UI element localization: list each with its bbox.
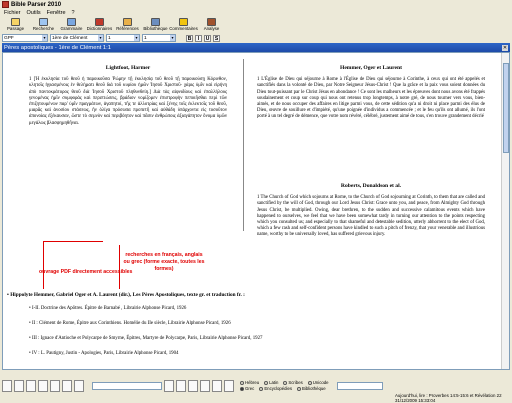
main-toolbar bbox=[0, 17, 512, 33]
verse-select[interactable]: 1 ▾ bbox=[142, 34, 176, 42]
option-bibliotheque[interactable]: Bibliothèque bbox=[297, 386, 326, 391]
passage-icon bbox=[11, 18, 20, 26]
vertical-scrollbar[interactable] bbox=[501, 53, 509, 369]
option-latin[interactable]: Latin bbox=[264, 380, 278, 385]
bibliotheque-button[interactable]: Bibliothèque bbox=[142, 17, 169, 33]
bibliography-item[interactable]: • III : Ignace d'Antioche et Polycarpe de Smyrne, Épitres, Martyre de Polycarpe, Paris, Librairie Alphonse Picard, 1927 bbox=[29, 336, 263, 341]
selector-row bbox=[0, 33, 512, 43]
document-title-bar bbox=[2, 43, 510, 52]
text-icon[interactable] bbox=[74, 380, 84, 392]
dictionnaires-button[interactable]: Dictionnaires bbox=[86, 17, 113, 33]
analyse-button[interactable]: Analyse bbox=[198, 17, 225, 33]
document-title: Pères apostoliques - 1ère de Clément 1:1 bbox=[4, 44, 111, 51]
scroll-thumb[interactable] bbox=[503, 63, 509, 153]
option-hebreu[interactable]: Hébreu bbox=[240, 380, 259, 385]
bold-button[interactable]: B bbox=[187, 35, 192, 42]
chevron-down-icon: ▾ bbox=[171, 35, 174, 40]
window-title-bar bbox=[0, 0, 512, 9]
strike-button[interactable]: S bbox=[214, 35, 219, 42]
passage-button[interactable]: Passage bbox=[2, 17, 29, 33]
chart-icon[interactable] bbox=[188, 380, 198, 392]
book-select[interactable]: 1ère de Clément ▾ bbox=[50, 34, 104, 42]
clock-icon[interactable] bbox=[200, 380, 210, 392]
menu-fenetre[interactable]: Fenêtre bbox=[46, 10, 66, 16]
references-button[interactable]: Références bbox=[114, 17, 141, 33]
option-scribes[interactable]: Scribes bbox=[283, 380, 302, 385]
search-options bbox=[240, 380, 329, 391]
bibliography-item[interactable]: • IV : L. Pautigny, Justin - Apologies, Paris, Librairie Alphonse Picard, 1904 bbox=[29, 351, 179, 356]
prev-icon[interactable] bbox=[2, 380, 12, 392]
french-column bbox=[257, 65, 485, 121]
commentaires-button[interactable]: Commentaires bbox=[170, 17, 197, 33]
option-select[interactable] bbox=[337, 382, 383, 390]
menu-bar bbox=[0, 9, 512, 17]
menu-help[interactable]: ? bbox=[71, 10, 75, 16]
comments-icon bbox=[179, 18, 188, 26]
search-input[interactable] bbox=[92, 382, 162, 390]
window-title: Bible Parser 2010 bbox=[11, 1, 62, 8]
bibliography-item[interactable]: • I-II. Doctrine des Apôtres. Épitre de Barnabé , Librairie Alphonse Picard, 1926 bbox=[29, 306, 187, 311]
bibliography-main: • Hippolyte Hemmer, Gabriel Oger et A. Laurent (dir.), Les Pères Apostoliques, texte gr. et traduction fr. : bbox=[7, 292, 245, 298]
source-select[interactable]: GPF ▾ bbox=[2, 34, 48, 42]
layout-icon[interactable] bbox=[26, 380, 36, 392]
column-divider bbox=[243, 59, 244, 231]
search-icon[interactable] bbox=[164, 380, 174, 392]
bibliography bbox=[7, 292, 502, 366]
library-icon bbox=[151, 18, 160, 26]
analysis-icon bbox=[207, 18, 216, 26]
app-icon bbox=[2, 1, 9, 8]
greek-text: 1 [Ἡ ἐκκλησία τοῦ θεοῦ ἡ παροικοῦσα Ῥώμην τῇ ἐκκλησίᾳ τοῦ θεοῦ τῇ παροικούσῃ Κόρινθον, κλητοῖς ἡγιασμένοις ἐν θελήματι θεοῦ διὰ τοῦ κυρίου ἡμῶν Ἰησοῦ Χριστοῦ· χάρις ὑμῖν καὶ εἰρήνη ἀπὸ παντοκράτορος θεοῦ διὰ Ἰησοῦ Χριστοῦ πληθυνθείη.] Διὰ τὰς αἰφνιδίους καὶ ἐπαλλήλους γενομένας ἡμῖν συμφορὰς καὶ περιπτώσεις, βράδιον νομίζομεν ἐπιστροφὴν πεποιῆσθαι περὶ τῶν ἐπιζητουμένων παρ' ὑμῖν πραγμάτων, ἀγαπητοί, τῆς τε ἀλλοτρίας καὶ ξένης τοῖς ἐκλεκτοῖς τοῦ θεοῦ, μιαρᾶς καὶ ἀνοσίου στάσεως, ἣν ὀλίγα πρόσωπα προπετῆ καὶ αὐθάδη ὑπάρχοντα εἰς τοσοῦτον ἀπονοίας ἐξέκαυσαν, ὥστε τὸ σεμνὸν καὶ περιβόητον καὶ πᾶσιν ἀνθρώποις ἀξιαγάπητον ὄνομα ὑμῶν μεγάλως βλασφημηθῆναι. bbox=[29, 77, 227, 126]
references-icon bbox=[123, 18, 132, 26]
recherche-button[interactable]: Recherche bbox=[30, 17, 57, 33]
italic-button[interactable]: I bbox=[195, 35, 202, 42]
grammar-icon bbox=[67, 18, 76, 26]
greek-column bbox=[29, 65, 227, 127]
search-icon bbox=[39, 18, 48, 26]
close-icon[interactable]: ✕ bbox=[502, 44, 508, 51]
menu-outils[interactable]: Outils bbox=[26, 10, 41, 16]
chevron-down-icon: ▾ bbox=[43, 35, 46, 40]
option-encyclopedies[interactable]: Encyclopédies bbox=[259, 386, 292, 391]
book-icon[interactable] bbox=[212, 380, 222, 392]
chapter-select[interactable]: 1 ▾ bbox=[106, 34, 140, 42]
french-text: 1 L'Église de Dieu qui séjourne à Rome à l'Église de Dieu qui séjourne à Corinthe, à ceux qui ont été appelés et sanctifiés dans la volonté de Dieu, par Notre Seigneur Jésus-Christ ! Que la grâce et la paix vous soient données du Dieu tout-puissant par le Christ Jésus en abondance ! Ce sont les malheurs et les épreuves dont nous avons été frappés soudainement et coup sur coup qui nous ont retenus trop longtemps, à notre gré, de nous tourner vers vous, bien-aimés, et de nous occuper des affaires en litige parmi vous, de cette sédition qu'a ni droit ni place parmi des élus de Dieu, œuvre de souillure et d'impiété, qu'une poignée d'individus a commencée ; et le feu qu'ils ont allumé, ils l'ont porté à un tel degré de démence, que votre nom révéré, célébré, justement aimé de tous, s'en trouve grandement décrié bbox=[257, 77, 485, 120]
french-heading: Hemmer, Oger et Laurent bbox=[339, 65, 403, 71]
option-unicode[interactable]: Unicode bbox=[308, 380, 329, 385]
status-text: Aujourd'hui, lire : Proverbes 14:5-15:6 et Révélation 22 31/12/2009 15:33:04 bbox=[395, 393, 502, 403]
english-column bbox=[257, 183, 485, 239]
search-annotation: recherches en français, anglais ou grec (forme exacte, toutes les formes) bbox=[123, 252, 205, 272]
underline-button[interactable]: U bbox=[205, 35, 210, 42]
menu-fichier[interactable]: Fichier bbox=[4, 10, 21, 16]
next-icon[interactable] bbox=[14, 380, 24, 392]
annotation-line bbox=[43, 241, 44, 289]
columns-icon[interactable] bbox=[62, 380, 72, 392]
pdf-annotation: ouvrage PDF directement accessibles bbox=[39, 269, 133, 275]
greek-heading: Lightfoot, Harmer bbox=[105, 65, 151, 71]
grid-icon[interactable] bbox=[38, 380, 48, 392]
english-text: 1 The Church of God which sojourns at Rome, to the Church of God sojourning at Corinth, to them that are called and sanctified by the will of God, through our Lord Jesus Christ: Grace unto you, and peace, from Almighty God through Jesus Christ, be multiplied. Owing, dear brethren, to the sudden and successive calamitous events which have happened to ourselves, we feel that we have been somewhat tardy in turning our attention to the points respecting which you consulted us; and especially to that shameful and detestable sedition, utterly abhorrent to the elect of God, which a few rash and self-confident persons have kindled to such a pitch of frenzy, that your venerable and illustrious name, worthy to be universally loved, has suffered grievous injury. bbox=[257, 195, 485, 238]
annotation-line bbox=[43, 241, 103, 242]
settings-icon[interactable] bbox=[224, 380, 234, 392]
english-heading: Roberts, Donaldson et al. bbox=[340, 183, 402, 189]
chevron-down-icon: ▾ bbox=[135, 35, 138, 40]
document-pane bbox=[2, 52, 510, 370]
refresh-icon[interactable] bbox=[176, 380, 186, 392]
bibliography-item[interactable]: • II : Clément de Rome, Épitre aux Corinthiens. Homélie du IIe siècle, Librairie Alphonse Picard, 1926 bbox=[29, 321, 231, 326]
grammaire-button[interactable]: Grammaire bbox=[58, 17, 85, 33]
option-grec[interactable]: Grec bbox=[240, 386, 254, 391]
list-icon[interactable] bbox=[50, 380, 60, 392]
chevron-down-icon: ▾ bbox=[99, 35, 102, 40]
annotation-line bbox=[119, 245, 120, 289]
dictionary-icon bbox=[95, 18, 104, 26]
